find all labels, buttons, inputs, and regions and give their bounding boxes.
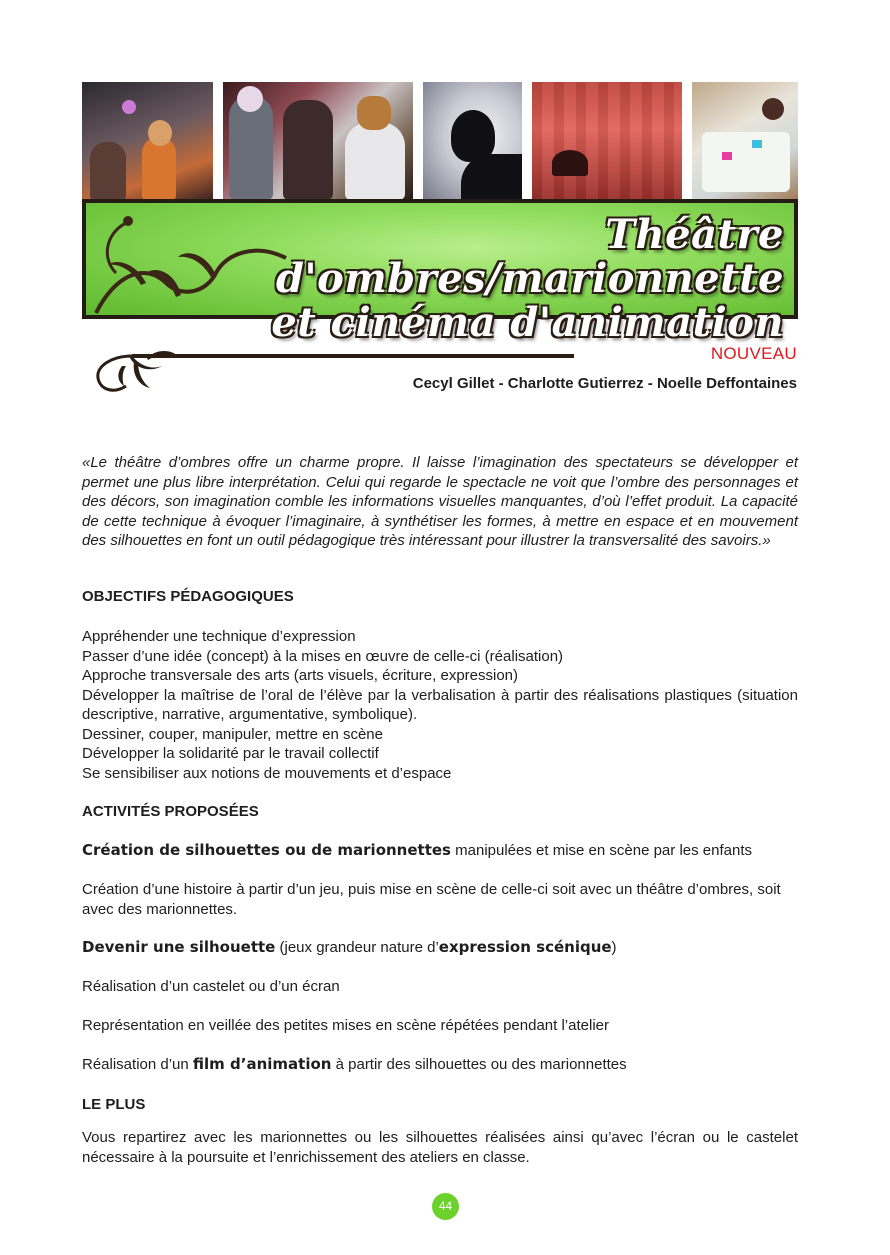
le-plus-heading: LE PLUS [82, 1096, 146, 1113]
photo-puppets [223, 82, 413, 200]
page-number: 44 [432, 1193, 459, 1220]
objectives-list [82, 627, 798, 783]
activity-6 [82, 1055, 798, 1075]
photo-shadow-silhouette [423, 82, 522, 200]
list-item: Appréhender une technique d’expression [82, 628, 356, 645]
photo-classroom-workshop [692, 82, 798, 200]
photo-strip [82, 82, 798, 200]
banner-title-line1: Théâtre d'ombres/marionnette [275, 211, 784, 302]
intro-quote: «Le théâtre d’ombres offre un charme propre. Il laisse l’imagination des spectateurs se développer et permet une plus libre interprétation. Celui qui regarde le spectacle ne voit que l’ombre des personnages et des décors, son imagination comble les informations visuelles manquantes, d’où l’effet produit. La capacité de cette technique à évoquer l’imaginaire, à synthétiser les formes, à mettre en espace et en mouvement des silhouettes en font un outil pédagogique très intéressant pour illustrer la transversalité des savoirs.» [82, 454, 798, 549]
activity-1-text: manipulées et mise en scène par les enfants [450, 842, 752, 859]
banner-title [86, 213, 784, 345]
activity-1-title: Création de silhouettes ou de marionnettes [82, 841, 451, 859]
list-item: Dessiner, couper, manipuler, mettre en scène [82, 725, 383, 743]
activity-6-end: à partir des silhouettes ou des marionnettes [331, 1056, 627, 1073]
objectives-heading: OBJECTIFS PÉDAGOGIQUES [82, 588, 294, 605]
activity-6-start: Réalisation d’un [82, 1056, 193, 1073]
activity-3-end: ) [611, 939, 617, 956]
banner-title-line2: et cinéma d'animation [271, 299, 784, 346]
list-item: Développer la maîtrise de l’oral de l’élève par la verbalisation à partir des réalisations plastiques (situation descriptive, narrative, argumentative, symbolique). [82, 686, 798, 723]
activity-2: Création d’une histoire à partir d’un jeu, puis mise en scène de celle-ci soit avec un théâtre d’ombres, soit avec des marionnettes. [82, 881, 781, 918]
list-item: Se sensibiliser aux notions de mouvements et d’espace [82, 764, 452, 782]
activity-3-title: Devenir une silhouette [82, 938, 276, 956]
list-item: Développer la solidarité par le travail collectif [82, 745, 379, 762]
activity-1 [82, 841, 798, 861]
activities-heading: ACTIVITÉS PROPOSÉES [82, 803, 259, 820]
activity-3-text: (jeux grandeur nature d’ [275, 939, 439, 956]
title-banner [82, 199, 798, 346]
list-item: Passer d’une idée (concept) à la mises en œuvre de celle-ci (réalisation) [82, 647, 564, 665]
activity-3-emphasis: expression scénique [438, 938, 612, 956]
le-plus-text: Vous repartirez avec les marionnettes ou les silhouettes réalisées ainsi qu’avec l’écran ou le castelet nécessaire à la poursuite et l’enrichissement des ateliers en classe. [82, 1129, 798, 1166]
activity-4: Réalisation d’un castelet ou d’un écran [82, 978, 340, 995]
photo-red-curtain-screen [532, 82, 682, 200]
photo-shadow-puppet-children [82, 82, 213, 200]
activity-6-title: film d’animation [192, 1055, 332, 1073]
list-item: Approche transversale des arts (arts visuels, écriture, expression) [82, 667, 519, 684]
activity-3 [82, 938, 798, 958]
new-badge: NOUVEAU [710, 344, 797, 363]
activity-5: Représentation en veillée des petites mises en scène répétées pendant l’atelier [82, 1017, 609, 1034]
authors: Cecyl Gillet - Charlotte Gutierrez - Noelle Deffontaines [412, 375, 797, 392]
